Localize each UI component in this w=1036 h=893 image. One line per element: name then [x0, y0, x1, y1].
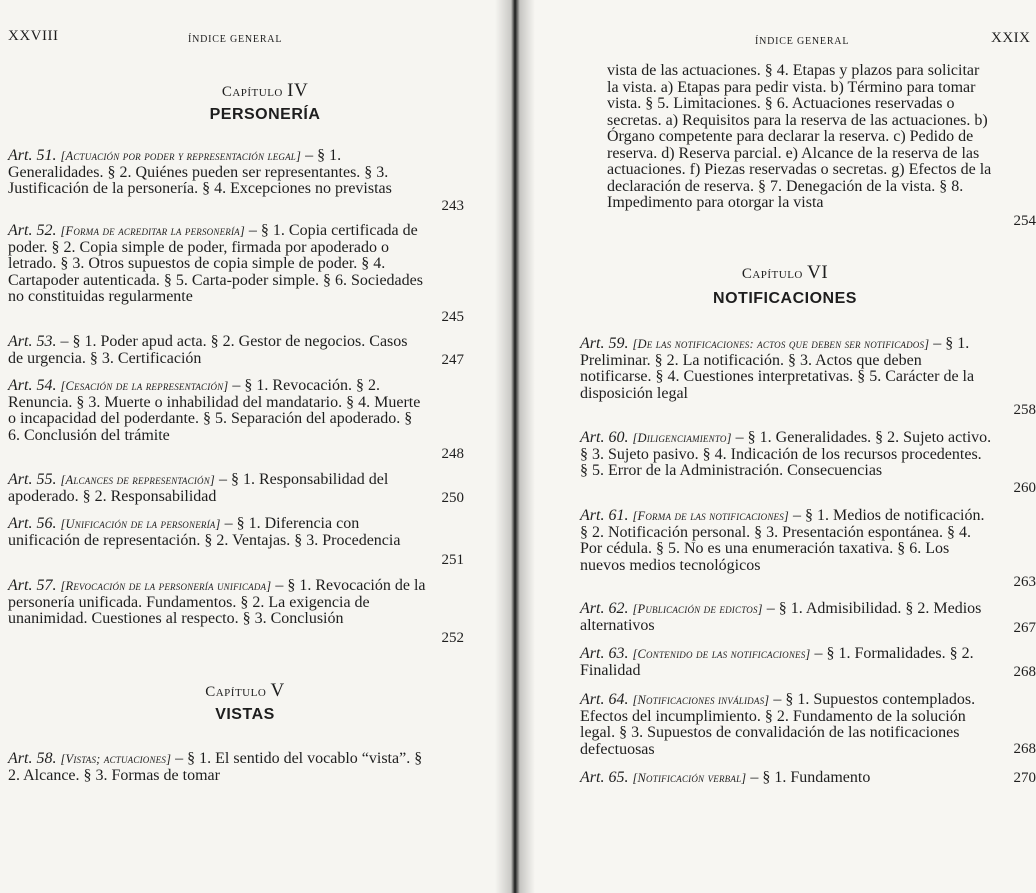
- toc-entry-art-64[interactable]: Art. 64. [Notificaciones inválidas] – § 1. Supuestos contemplados. Efectos del incumplimiento. § 2. Fundamento de la solución legal. § 3. Supuestos de convalidación de las notificaciones defectuosas: [580, 691, 976, 758]
- page-number: 263: [1013, 574, 1036, 590]
- toc-continuation-art-58[interactable]: vista de las actuaciones. § 4. Etapas y plazos para solicitar la vista. a) Etapas para pedir vista. b) Término para tomar vista. § 5. Limitaciones. § 6. Actuaciones reservadas o secretas. a) Requisitos para la reserva de las actuaciones. b) Órgano competente para declarar la reserva. c) Pedido de reserva. d) Reserva parcial. e) Alcance de la reserva de las actuaciones. f) Piezas reservadas o secretas. g) Efectos de la declaración de reserva. § 7. Denegación de la vista. § 8. Impedimento para otorgar la vista: [607, 62, 992, 211]
- toc-entry-art-52[interactable]: Art. 52. [Forma de acreditar la personería] – § 1. Copia certificada de poder. § 2. Copia simple de poder, firmada por apoderado o letrado. § 3. Otros supuestos de copia simple de poder. § 4. Cartapoder autenticada. § 5. Carta-poder simple. § 6. Sociedades no constituidas regularmente: [8, 222, 423, 305]
- toc-entry-art-65[interactable]: Art. 65. [Notificación verbal] – § 1. Fundamento: [580, 769, 871, 786]
- left-page: [0, 0, 515, 893]
- page-number: 252: [441, 630, 464, 646]
- toc-entry-art-51[interactable]: Art. 51. [Actuación por poder y representación legal] – § 1. Generalidades. § 2. Quiénes pueden ser representantes. § 3. Justificación de la personería. § 4. Excepciones no previstas: [8, 147, 392, 197]
- page-number: 243: [441, 198, 464, 214]
- toc-entry-art-53[interactable]: Art. 53. – § 1. Poder apud acta. § 2. Gestor de negocios. Casos de urgencia. § 3. Certificación: [8, 333, 408, 367]
- toc-entry-art-56[interactable]: Art. 56. [Unificación de la personería] – § 1. Diferencia con unificación de representación. § 2. Ventajas. § 3. Procedencia: [8, 515, 401, 549]
- folio-right: XXIX: [991, 30, 1031, 46]
- page-number: 268: [1013, 664, 1036, 680]
- page-number: 250: [441, 490, 464, 506]
- chapter-vi-heading: Capítulo VI: [741, 262, 829, 283]
- right-page: [515, 0, 1036, 893]
- page-number: 247: [441, 352, 464, 368]
- toc-entry-art-61[interactable]: Art. 61. [Forma de las notificaciones] – § 1. Medios de notificación. § 2. Notificación personal. § 3. Presentación espontánea. § 4. Por cédula. § 5. No es una enumeración taxativa. § 6. Los nuevos medios tecnológicos: [580, 507, 985, 574]
- running-title-left: ÍNDICE GENERAL: [188, 34, 283, 45]
- folio-left: XXVIII: [8, 28, 59, 44]
- page-number: 251: [441, 552, 464, 568]
- chapter-iv-title: PERSONERÍA: [209, 106, 321, 123]
- running-title-right: ÍNDICE GENERAL: [755, 36, 850, 47]
- chapter-vi-title: NOTIFICACIONES: [713, 290, 857, 307]
- toc-entry-art-55[interactable]: Art. 55. [Alcances de representación] – § 1. Responsabilidad del apoderado. § 2. Responsabilidad: [8, 471, 389, 505]
- toc-entry-art-54[interactable]: Art. 54. [Cesación de la representación] – § 1. Revocación. § 2. Renuncia. § 3. Muerte o inhabilidad del mandatario. § 4. Muerte o incapacidad del poderdante. § 5. Separación del apoderado. § 6. Conclusión del trámite: [8, 377, 421, 444]
- toc-entry-art-60[interactable]: Art. 60. [Diligenciamiento] – § 1. Generalidades. § 2. Sujeto activo. § 3. Sujeto pasivo. § 4. Indicación de los recursos procedentes. § 5. Error de la Administración. Consecuencias: [580, 429, 992, 479]
- page-number: 258: [1013, 402, 1036, 418]
- chapter-iv-heading: Capítulo IV: [221, 80, 309, 101]
- page-number: 245: [441, 309, 464, 325]
- page-number: 268: [1013, 741, 1036, 757]
- toc-entry-art-58[interactable]: Art. 58. [Vistas; actuaciones] – § 1. El sentido del vocablo “vista”. § 2. Alcance. § 3. Formas de tomar: [8, 750, 423, 784]
- book-gutter: [495, 0, 535, 893]
- page-number: 267: [1013, 620, 1036, 636]
- page-number: 248: [441, 446, 464, 462]
- page-number: 270: [1013, 770, 1036, 786]
- toc-entry-art-59[interactable]: Art. 59. [De las notificaciones: actos que deben ser notificados] – § 1. Preliminar. § 2. La notificación. § 3. Actos que deben notificarse. § 4. Cuestiones interpretativas. § 5. Carácter de la disposición legal: [580, 335, 975, 402]
- toc-entry-art-63[interactable]: Art. 63. [Contenido de las notificaciones] – § 1. Formalidades. § 2. Finalidad: [580, 645, 974, 679]
- chapter-v-title: VISTAS: [215, 706, 275, 723]
- toc-entry-art-62[interactable]: Art. 62. [Publicación de edictos] – § 1. Admisibilidad. § 2. Medios alternativos: [580, 600, 982, 634]
- chapter-v-heading: Capítulo V: [205, 680, 285, 701]
- toc-entry-art-57[interactable]: Art. 57. [Revocación de la personería unificada] – § 1. Revocación de la personería unificada. Fundamentos. § 2. La exigencia de unanimidad. Cuestiones al respecto. § 3. Conclusión: [8, 577, 426, 627]
- page-number: 254: [1013, 213, 1036, 229]
- page-number: 260: [1013, 480, 1036, 496]
